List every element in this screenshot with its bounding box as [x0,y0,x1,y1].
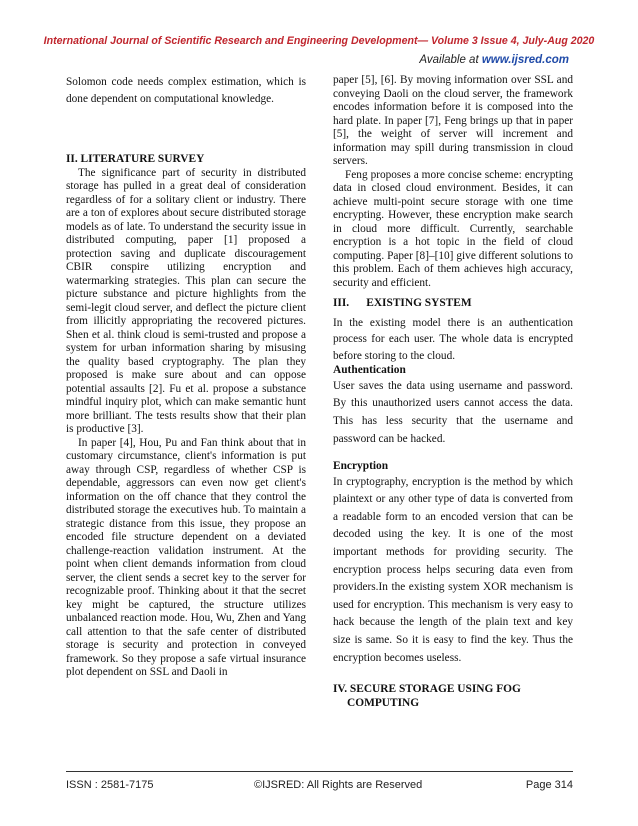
existing-system-paragraph: In the existing model there is an authentication process for each user. The whole data is encrypted before storing to the cloud. [333,316,573,362]
feng-paragraph: Feng proposes a more concise scheme: encrypting data in closed cloud environment. Besides, it can achieve multi-point secure storage with one time encrypting. However, these encryption make search in cloud more difficult. Currently, searchable encryption is a hot topic in the field of cloud computing. Paper [8]–[10] give different solutions to this problem. Each of them achieves high accuracy, security and efficient. [333,168,573,289]
continued-paragraph: paper [5], [6]. By moving information over SSL and conveying Daoli on the cloud server, the framework encodes information before it is composed into the hard plate. In paper [7], Feng brings up that in paper [5], the weight of server will increment and information may spill during transmission in cloud servers. [333,74,573,167]
secure-storage-heading-line-1: IV. SECURE STORAGE USING FOG [333,683,521,696]
page-footer [66,779,573,795]
literature-paragraph-1: The significance part of security in distributed storage has pulled in a great deal of consideration regardless of for a solitary client or industry. There are a ton of explores about secure distributed storage models as of late. To understand the security issue in distributed computing, paper [1] proposed a protection saving and duplicate discouragement CBIR conspire utilizing encryption and watermarking strategies. This plan can secure the picture substance and picture highlights from the semi-legit cloud server, and deflect the picture client from illicitly appropriating the recovered pictures. Shen et al. think cloud is semi-trusted and propose a system for urban information sharing by misusing the quality based cryptography. The plan they proposed is make sure about and can oppose potential assaults [2]. Fu et al. propose a substance mindful inquiry plot, which can make semantic hunt more brilliant. The tests results show that their plan is productive [3]. [66,166,306,436]
authentication-heading: Authentication [333,364,406,377]
footer-issn: ISSN : 2581-7175 [66,779,154,791]
footer-copyright: ©IJSRED: All Rights are Reserved [254,779,423,791]
authentication-paragraph: User saves the data using username and password. By this unauthorized users cannot access the data. This has less security that the username and password can be hacked. [333,379,573,445]
left-column [66,74,306,680]
encryption-paragraph: In cryptography, encryption is the method by which plaintext or any other type of data is converted from a readable form to an encoded version that can be decoded using the key. It is one of the most important methods for providing security. The encryption process helps securing data even from providers.In the existing system XOR mechanism is used for encryption. This mechanism is very easy to hack because the length of the plain text and key size is same. So it is easy to find the key. Thus the encryption becomes useless. [333,475,573,664]
secure-storage-heading-line-2: COMPUTING [347,696,420,709]
intro-paragraph: Solomon code needs complex estimation, which is done dependent on computational knowledge. [66,76,306,105]
literature-paragraph-2: In paper [4], Hou, Pu and Fan think about that in customary circumstance, client's information is put away through CSP, regardless of whether CSP is dependable, aggressors can even now get client's information on the off chance that they control the distributed storage the executives hub. To maintain a strategic distance from this issue, they propose an encoded file structure dependent on a deviated challenge-reaction validation instrument. At the point when client demands information from cloud server, the client sends a secret key to the server for recognizable proof. Thinking about it that the secret key might be captured, the structure utilizes unbalanced reaction mode. Hou, Wu, Zhen and Yang call attention to that the safe center of distributed storage is security and protection in conveyed framework. So they propose a safe virtual insurance plot dependent on SSL and Daoli in [66,436,306,679]
footer-page-number: Page 314 [525,779,573,791]
literature-survey-heading: II. LITERATURE SURVEY [66,153,205,166]
existing-system-heading: III. EXISTING SYSTEM [333,297,472,309]
journal-header: International Journal of Scientific Research and Engineering Development— Volume 3 Issue 4, July-Aug 2020 [43,35,595,47]
journal-url-link[interactable]: www.ijsred.com [481,54,569,66]
right-column [333,74,573,710]
available-at [419,54,569,66]
footer-divider [66,771,573,772]
available-label: Available at [419,54,482,66]
secure-storage-heading [333,683,573,710]
encryption-heading: Encryption [333,460,389,473]
